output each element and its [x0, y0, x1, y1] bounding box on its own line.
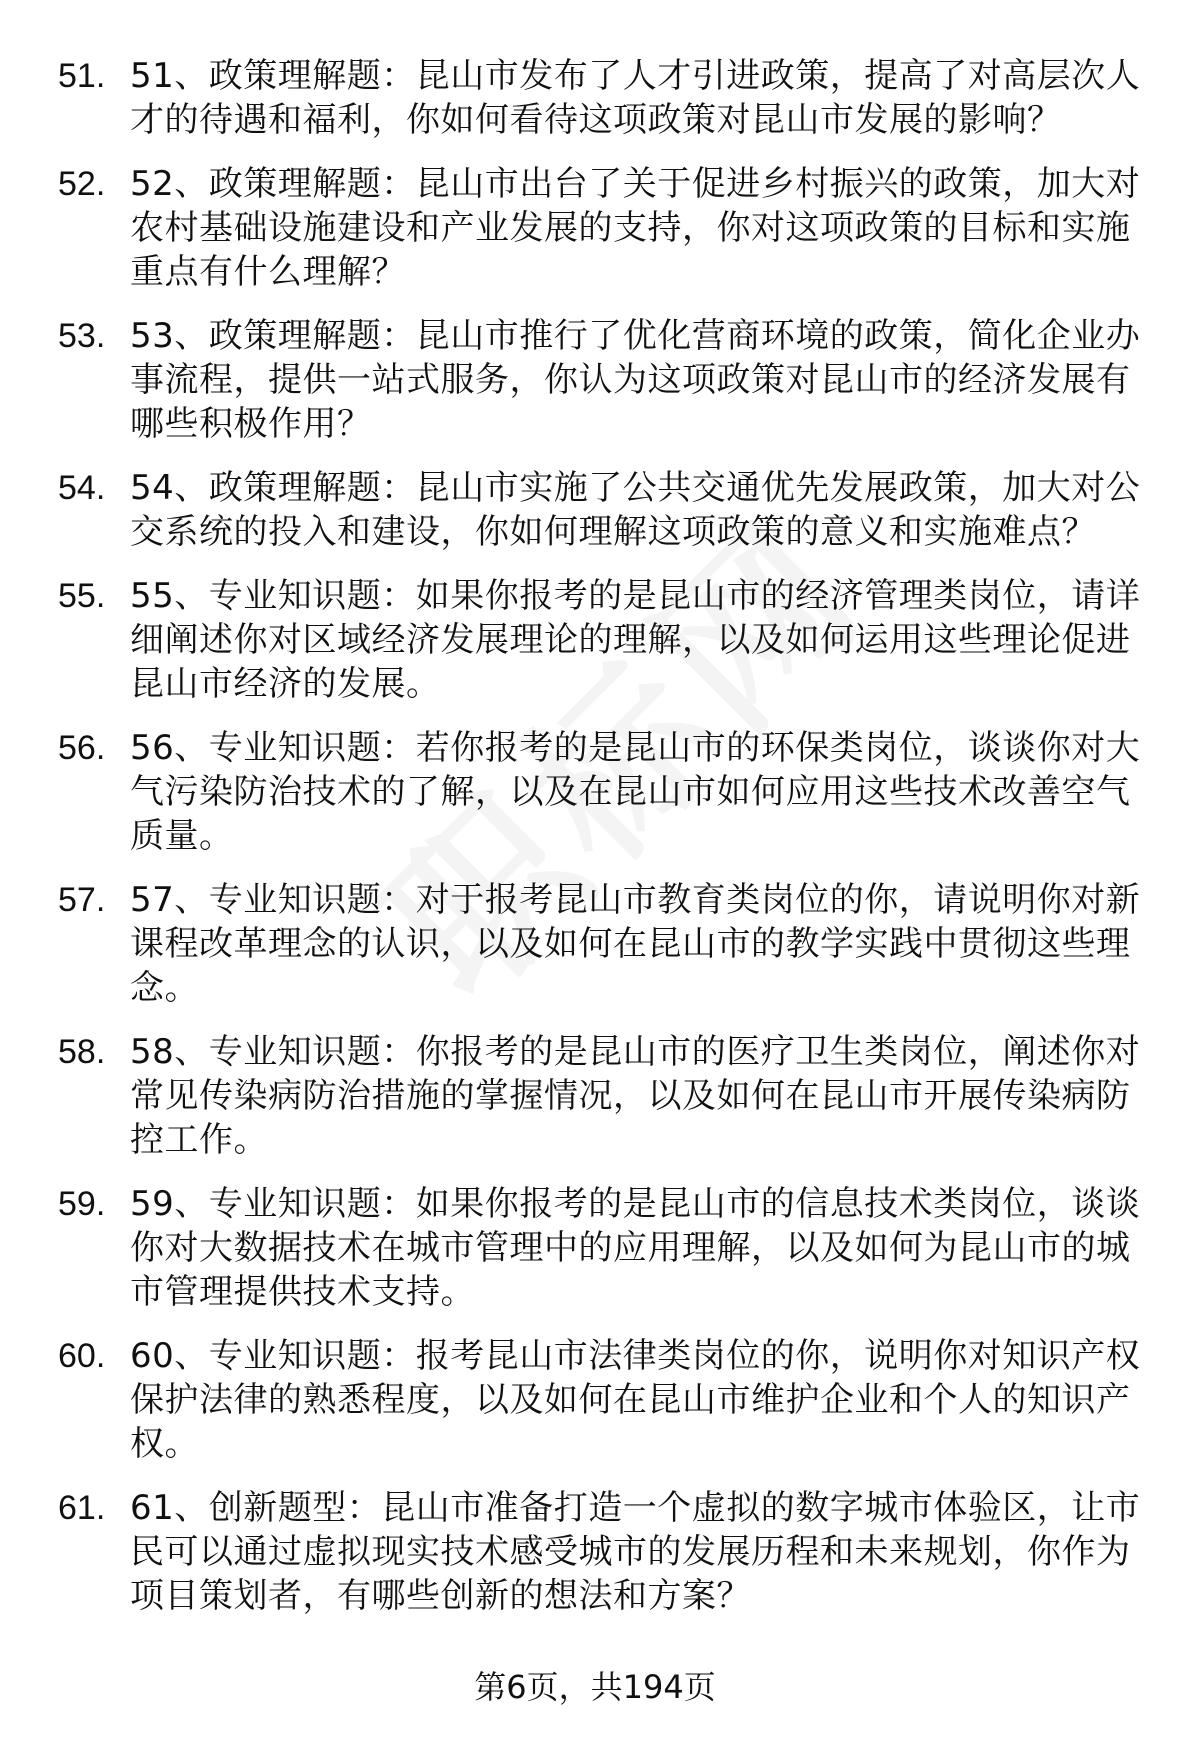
question-text: 57、专业知识题：对于报考昆山市教育类岗位的你，请说明你对新课程改革理念的认识，以及如何在昆山市的教学实践中贯彻这些理念。 [130, 880, 1141, 1008]
question-item [58, 1486, 1158, 1618]
question-item [58, 1030, 1158, 1162]
question-text: 54、政策理解题：昆山市实施了公共交通优先发展政策，加大对公交系统的投入和建设，你如何理解这项政策的意义和实施难点？ [130, 468, 1141, 552]
question-number: 58. [58, 1033, 106, 1071]
question-text: 60、专业知识题：报考昆山市法律类岗位的你，说明你对知识产权保护法律的熟悉程度，以及如何在昆山市维护企业和个人的知识产权。 [130, 1336, 1141, 1464]
question-number: 60. [58, 1337, 106, 1375]
question-number: 59. [58, 1185, 106, 1223]
question-item [58, 574, 1158, 706]
question-text: 61、创新题型：昆山市准备打造一个虚拟的数字城市体验区，让市民可以通过虚拟现实技术感受城市的发展历程和未来规划，你作为项目策划者，有哪些创新的想法和方案？ [130, 1488, 1141, 1616]
question-item [58, 1334, 1158, 1466]
page-footer [0, 1667, 1190, 1707]
question-text: 55、专业知识题：如果你报考的是昆山市的经济管理类岗位，请详细阐述你对区域经济发展理论的理解，以及如何运用这些理论促进昆山市经济的发展。 [130, 576, 1141, 704]
question-text: 52、政策理解题：昆山市出台了关于促进乡村振兴的政策，加大对农村基础设施建设和产业发展的支持，你对这项政策的目标和实施重点有什么理解？ [130, 164, 1141, 292]
question-number: 57. [58, 881, 106, 919]
question-number: 55. [58, 577, 106, 615]
question-text: 59、专业知识题：如果你报考的是昆山市的信息技术类岗位，谈谈你对大数据技术在城市管理中的应用理解，以及如何为昆山市的城市管理提供技术支持。 [130, 1184, 1141, 1312]
question-text: 51、政策理解题：昆山市发布了人才引进政策，提高了对高层次人才的待遇和福利，你如何看待这项政策对昆山市发展的影响？ [130, 56, 1141, 140]
question-text: 58、专业知识题：你报考的是昆山市的医疗卫生类岗位，阐述你对常见传染病防治措施的掌握情况，以及如何在昆山市开展传染病防控工作。 [130, 1032, 1141, 1160]
question-item [58, 54, 1158, 142]
question-item [58, 726, 1158, 858]
question-number: 51. [58, 57, 106, 95]
question-list [58, 54, 1158, 1638]
question-text: 56、专业知识题：若你报考的是昆山市的环保类岗位，谈谈你对大气污染防治技术的了解，以及在昆山市如何应用这些技术改善空气质量。 [130, 728, 1141, 856]
question-item [58, 314, 1158, 446]
question-number: 56. [58, 729, 106, 767]
question-text: 53、政策理解题：昆山市推行了优化营商环境的政策，简化企业办事流程，提供一站式服务，你认为这项政策对昆山市的经济发展有哪些积极作用？ [130, 316, 1141, 444]
question-number: 53. [58, 317, 106, 355]
question-number: 52. [58, 165, 106, 203]
question-item [58, 162, 1158, 294]
question-number: 61. [58, 1489, 106, 1527]
question-item [58, 466, 1158, 554]
page-number-label: 第6页，共194页 [474, 1668, 716, 1706]
question-item [58, 1182, 1158, 1314]
question-item [58, 878, 1158, 1010]
question-number: 54. [58, 469, 106, 507]
